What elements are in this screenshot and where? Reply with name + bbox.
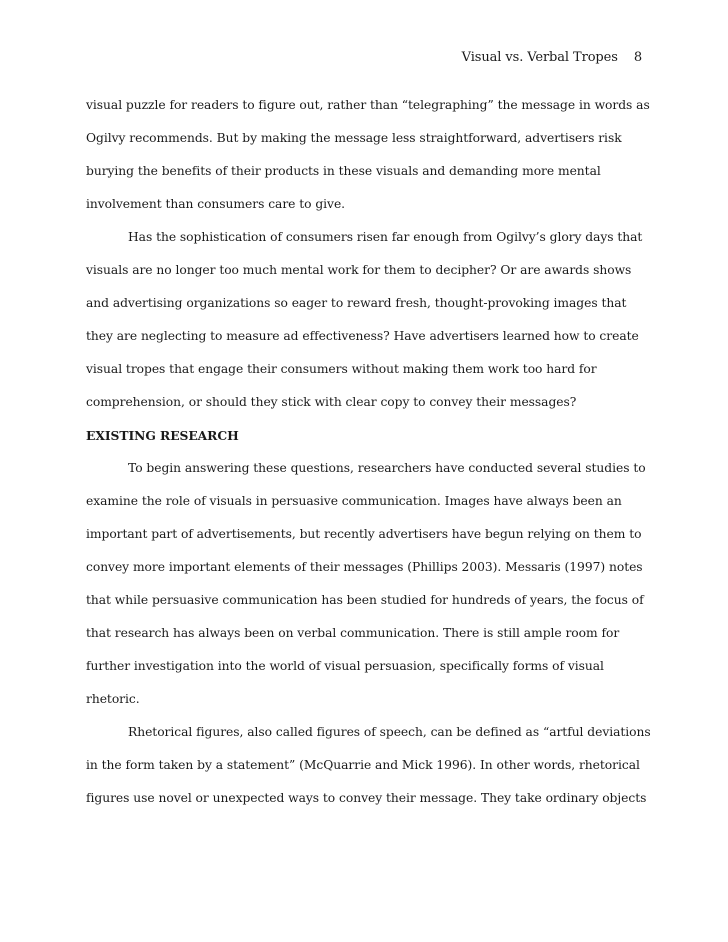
running-title: Visual vs. Verbal Tropes bbox=[461, 50, 618, 65]
text-line: burying the benefits of their products in these visuals and demanding more mental bbox=[86, 164, 601, 178]
running-header bbox=[462, 50, 642, 65]
text-line: that research has always been on verbal communication. There is still ample room for bbox=[86, 626, 620, 640]
paragraph-first-line: Rhetorical figures, also called figures of speech, can be defined as “artful deviations bbox=[128, 725, 651, 739]
section-heading: EXISTING RESEARCH bbox=[86, 428, 239, 443]
text-line: examine the role of visuals in persuasive communication. Images have always been an bbox=[86, 494, 622, 508]
text-line: convey more important elements of their messages (Phillips 2003). Messaris (1997) notes bbox=[86, 560, 643, 574]
text-line: that while persuasive communication has been studied for hundreds of years, the focus of bbox=[86, 593, 644, 607]
text-line: visual puzzle for readers to figure out, rather than “telegraphing” the message in words as bbox=[86, 98, 650, 112]
text-line: visuals are no longer too much mental work for them to decipher? Or are awards shows bbox=[86, 263, 632, 277]
text-line: in the form taken by a statement” (McQuarrie and Mick 1996). In other words, rhetorical bbox=[86, 758, 640, 772]
text-line: important part of advertisements, but recently advertisers have begun relying on them to bbox=[86, 527, 642, 541]
text-line: figures use novel or unexpected ways to convey their message. They take ordinary objects bbox=[86, 791, 647, 805]
text-line: further investigation into the world of visual persuasion, specifically forms of visual bbox=[86, 659, 604, 673]
paragraph-first-line: Has the sophistication of consumers risen far enough from Ogilvy’s glory days that bbox=[128, 230, 643, 244]
page-number: 8 bbox=[633, 50, 642, 65]
paragraph-first-line: To begin answering these questions, researchers have conducted several studies to bbox=[128, 461, 646, 475]
text-line: Ogilvy recommends. But by making the message less straightforward, advertisers risk bbox=[86, 131, 622, 145]
text-line: involvement than consumers care to give. bbox=[86, 197, 346, 211]
text-line: visual tropes that engage their consumers without making them work too hard for bbox=[86, 362, 597, 376]
text-line: they are neglecting to measure ad effectiveness? Have advertisers learned how to create bbox=[86, 329, 639, 343]
text-line: rhetoric. bbox=[86, 692, 140, 706]
text-line: and advertising organizations so eager to reward fresh, thought-provoking images that bbox=[86, 296, 627, 310]
body-text bbox=[86, 89, 651, 815]
text-line: comprehension, or should they stick with clear copy to convey their messages? bbox=[86, 395, 577, 409]
